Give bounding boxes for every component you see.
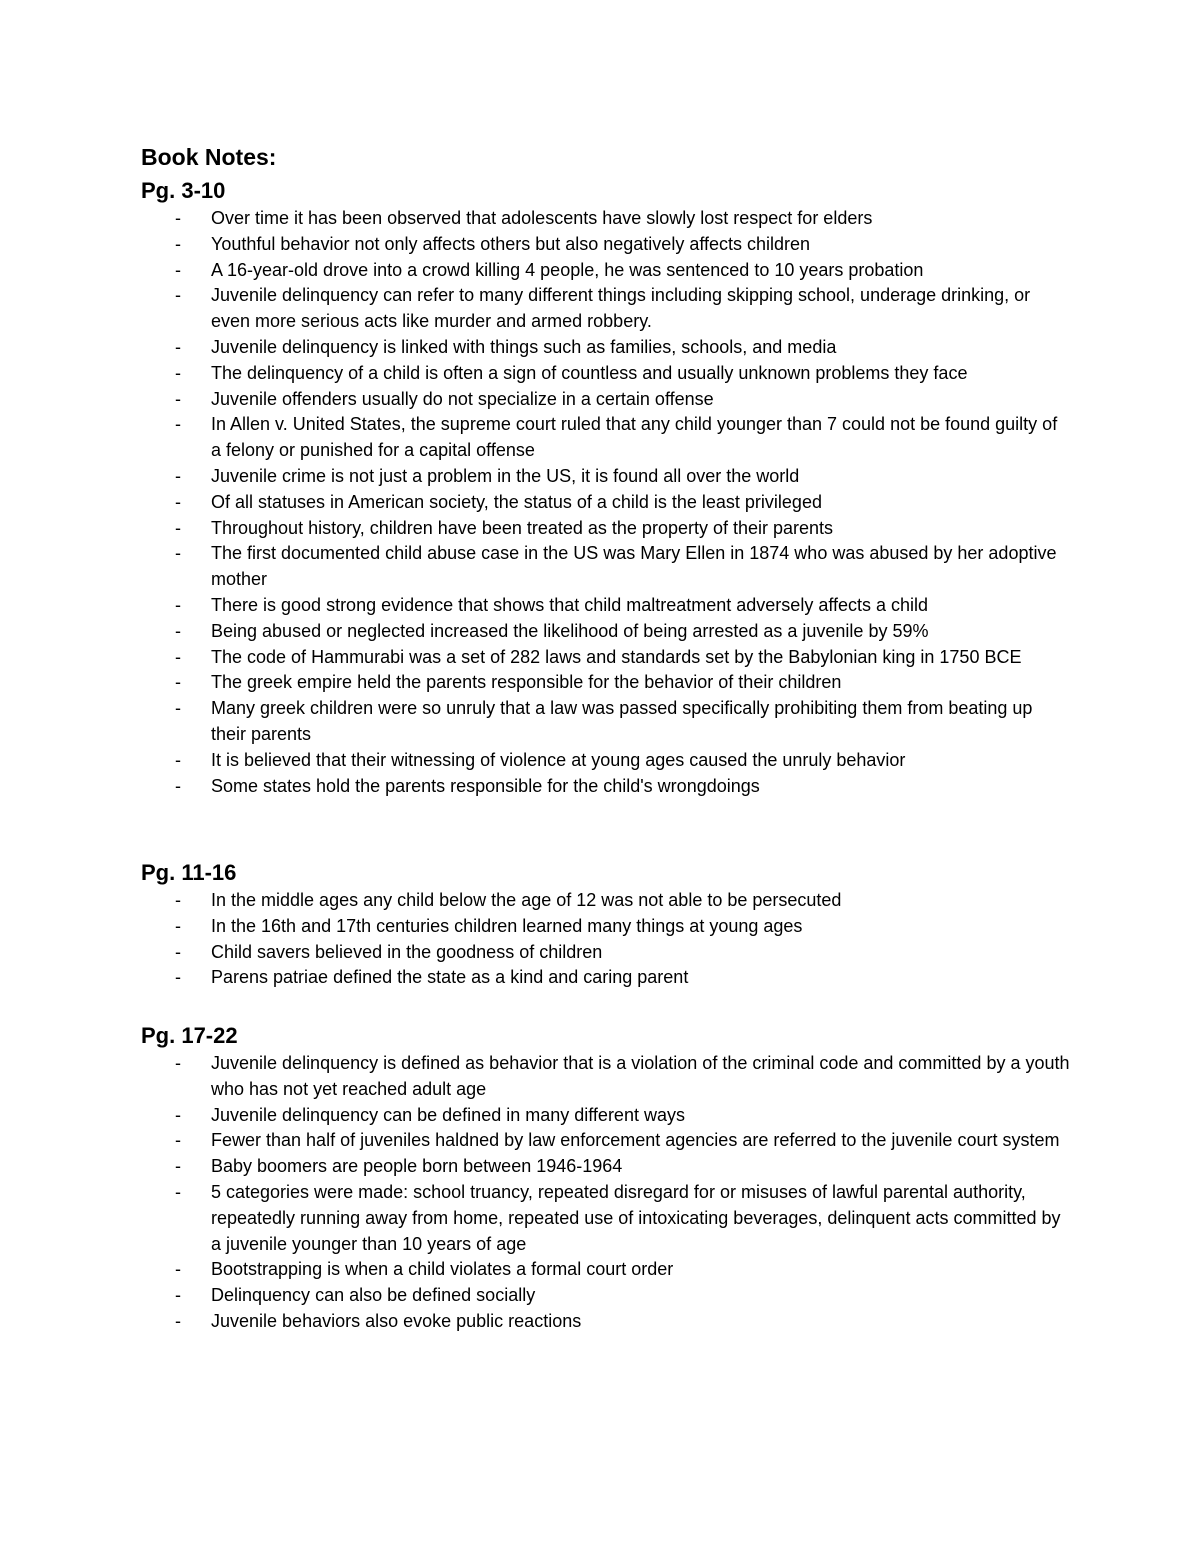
- list-item-text: Juvenile delinquency is linked with things such as families, schools, and media: [211, 336, 837, 357]
- document-title: Book Notes:: [141, 144, 277, 170]
- section-pg-11-16: [141, 858, 1071, 991]
- list-item-text: Parens patriae defined the state as a kind and caring parent: [211, 967, 689, 988]
- list-item: [175, 645, 1071, 671]
- section-heading: Pg. 3-10: [141, 178, 226, 203]
- bullet-dash: -: [175, 414, 181, 435]
- list-item: [175, 335, 1071, 361]
- list-item: [175, 258, 1071, 284]
- bullet-dash: -: [175, 1181, 181, 1202]
- list-item: [175, 541, 1071, 593]
- bullet-dash: -: [175, 517, 181, 538]
- list-item-text: Fewer than half of juveniles haldned by law enforcement agencies are referred to the juvenile court system: [211, 1130, 1060, 1151]
- bullet-dash: -: [175, 543, 181, 564]
- list-item: [175, 593, 1071, 619]
- bullet-dash: -: [175, 1259, 181, 1280]
- list-item-text: Many greek children were so unruly that a law was passed specifically prohibiting them from beating up their parents: [211, 698, 1033, 744]
- bullet-dash: -: [175, 941, 181, 962]
- list-item: [175, 696, 1071, 748]
- bullet-dash: -: [175, 259, 181, 280]
- bullet-dash: -: [175, 362, 181, 383]
- list-item: [175, 914, 1071, 940]
- bullet-dash: -: [175, 1310, 181, 1331]
- bullet-dash: -: [175, 698, 181, 719]
- list-item: [175, 619, 1071, 645]
- list-item-text: Juvenile delinquency is defined as behavior that is a violation of the criminal code and committed by a youth who has not yet reached adult age: [211, 1053, 1070, 1099]
- section-pg-3-10: [141, 176, 1071, 799]
- bullet-list: [141, 1051, 1071, 1335]
- bullet-dash: -: [175, 967, 181, 988]
- list-item-text: Being abused or neglected increased the likelihood of being arrested as a juvenile by 59%: [211, 620, 929, 641]
- list-item-text: Bootstrapping is when a child violates a formal court order: [211, 1259, 674, 1280]
- section-heading: Pg. 11-16: [141, 860, 237, 885]
- list-item-text: Throughout history, children have been treated as the property of their parents: [211, 517, 834, 538]
- bullet-dash: -: [175, 1104, 181, 1125]
- bullet-dash: -: [175, 388, 181, 409]
- list-item: [175, 206, 1071, 232]
- list-item-text: A 16-year-old drove into a crowd killing 4 people, he was sentenced to 10 years probation: [211, 259, 924, 280]
- bullet-dash: -: [175, 672, 181, 693]
- bullet-dash: -: [175, 1130, 181, 1151]
- list-item: [175, 888, 1071, 914]
- list-item-text: Child savers believed in the goodness of children: [211, 941, 603, 962]
- list-item-text: Of all statuses in American society, the status of a child is the least privileged: [211, 491, 822, 512]
- bullet-list: [141, 206, 1071, 799]
- bullet-dash: -: [175, 1156, 181, 1177]
- bullet-dash: -: [175, 233, 181, 254]
- bullet-dash: -: [175, 646, 181, 667]
- list-item: [175, 670, 1071, 696]
- bullet-dash: -: [175, 465, 181, 486]
- list-item-text: It is believed that their witnessing of violence at young ages caused the unruly behavior: [211, 749, 906, 770]
- list-item: [175, 1103, 1071, 1129]
- list-item-text: Juvenile offenders usually do not specialize in a certain offense: [211, 388, 714, 409]
- list-item-text: Delinquency can also be defined socially: [211, 1285, 536, 1306]
- list-item-text: The delinquency of a child is often a sign of countless and usually unknown problems they face: [211, 362, 968, 383]
- list-item-text: The first documented child abuse case in the US was Mary Ellen in 1874 who was abused by her adoptive mother: [211, 543, 1057, 590]
- bullet-dash: -: [175, 491, 181, 512]
- bullet-dash: -: [175, 915, 181, 936]
- list-item-text: The greek empire held the parents responsible for the behavior of their children: [211, 672, 842, 693]
- list-item: [175, 940, 1071, 966]
- list-item-text: Juvenile delinquency can refer to many different things including skipping school, underage drinking, or even more serious acts like murder and armed robbery.: [211, 285, 1031, 332]
- list-item-text: Juvenile delinquency can be defined in many different ways: [211, 1104, 685, 1125]
- list-item: [175, 1257, 1071, 1283]
- bullet-dash: -: [175, 594, 181, 615]
- list-item-text: Juvenile crime is not just a problem in the US, it is found all over the world: [211, 465, 800, 486]
- list-item: [175, 748, 1071, 774]
- list-item: [175, 232, 1071, 258]
- list-item: [175, 412, 1071, 464]
- list-item: [175, 361, 1071, 387]
- list-item-text: 5 categories were made: school truancy, repeated disregard for or misuses of lawful parental authority, repeatedly running away from home, repeated use of intoxicating beverages, delinquent acts committed by a juvenile younger than 10 years of age: [211, 1181, 1061, 1254]
- list-item: [175, 965, 1071, 991]
- list-item: [175, 1309, 1071, 1335]
- list-item: [175, 283, 1071, 335]
- list-item: [175, 1128, 1071, 1154]
- list-item: [175, 1051, 1071, 1103]
- bullet-dash: -: [175, 285, 181, 306]
- list-item-text: Over time it has been observed that adolescents have slowly lost respect for elders: [211, 208, 873, 228]
- bullet-dash: -: [175, 620, 181, 641]
- bullet-dash: -: [175, 1053, 181, 1073]
- bullet-list: [141, 888, 1071, 991]
- list-item: [175, 1154, 1071, 1180]
- list-item-text: The code of Hammurabi was a set of 282 laws and standards set by the Babylonian king in 1750 BCE: [211, 646, 1022, 667]
- bullet-dash: -: [175, 208, 181, 228]
- bullet-dash: -: [175, 775, 181, 796]
- bullet-dash: -: [175, 336, 181, 357]
- list-item-text: Youthful behavior not only affects others but also negatively affects children: [211, 233, 811, 254]
- bullet-dash: -: [175, 890, 181, 910]
- bullet-dash: -: [175, 1285, 181, 1306]
- list-item: [175, 1180, 1071, 1257]
- list-item-text: In the middle ages any child below the age of 12 was not able to be persecuted: [211, 890, 842, 910]
- list-item-text: Some states hold the parents responsible for the child's wrongdoings: [211, 775, 760, 796]
- list-item-text: There is good strong evidence that shows that child maltreatment adversely affects a child: [211, 594, 929, 615]
- list-item-text: In the 16th and 17th centuries children learned many things at young ages: [211, 915, 803, 936]
- section-heading: Pg. 17-22: [141, 1023, 238, 1048]
- list-item: [175, 516, 1071, 542]
- list-item-text: Juvenile behaviors also evoke public reactions: [211, 1310, 582, 1331]
- list-item-text: Baby boomers are people born between 1946-1964: [211, 1156, 623, 1177]
- list-item: [175, 774, 1071, 800]
- list-item-text: In Allen v. United States, the supreme court ruled that any child younger than 7 could not be found guilty of a felony or punished for a capital offense: [211, 414, 1058, 461]
- list-item: [175, 464, 1071, 490]
- bullet-dash: -: [175, 749, 181, 770]
- section-pg-17-22: [141, 1021, 1071, 1335]
- list-item: [175, 490, 1071, 516]
- list-item: [175, 1283, 1071, 1309]
- list-item: [175, 387, 1071, 413]
